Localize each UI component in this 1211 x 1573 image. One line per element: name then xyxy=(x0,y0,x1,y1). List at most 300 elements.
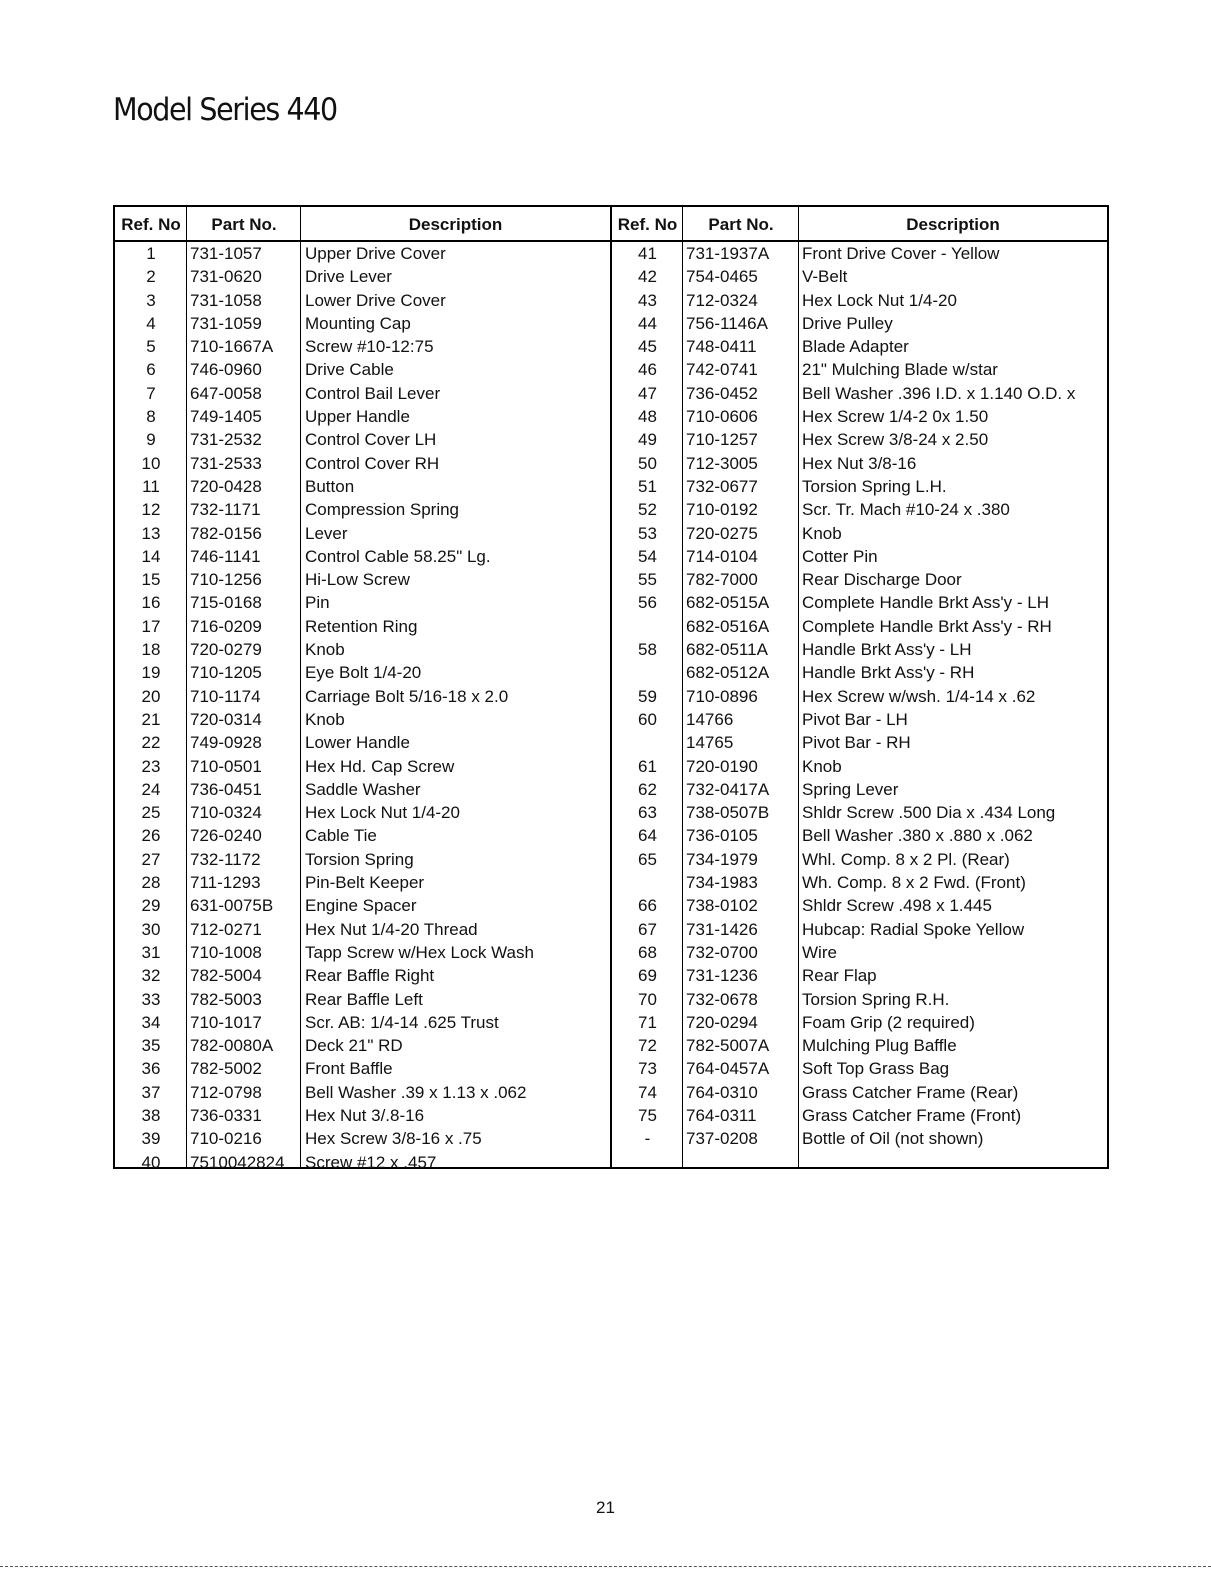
cell-part-no: 682-0512A xyxy=(686,663,770,683)
table-row xyxy=(115,1034,610,1057)
table-row xyxy=(612,894,1107,917)
table-row xyxy=(612,545,1107,568)
cell-part-no: 732-0678 xyxy=(686,989,758,1009)
cell-ref-no: 6 xyxy=(146,360,156,380)
bottom-rule xyxy=(0,1566,1211,1567)
cell-part-no: 732-0700 xyxy=(686,942,758,962)
cell-description: Hex Nut 3/.8-16 xyxy=(305,1105,425,1125)
table-row xyxy=(612,428,1107,451)
cell-part-no: 710-0192 xyxy=(686,500,758,520)
cell-part-no: 731-2532 xyxy=(190,430,262,450)
cell-description: Spring Lever xyxy=(802,779,899,799)
table-row xyxy=(115,289,610,312)
cell-description: Handle Brkt Ass'y - RH xyxy=(802,663,975,683)
parts-table xyxy=(113,205,1109,1172)
cell-ref-no: 18 xyxy=(141,640,161,660)
cell-ref-no: 44 xyxy=(638,313,657,333)
cell-part-no: 742-0741 xyxy=(686,360,758,380)
cell-ref-no: - xyxy=(644,1129,651,1149)
cell-description: Torsion Spring R.H. xyxy=(802,989,950,1009)
cell-part-no: 749-1405 xyxy=(190,407,262,427)
cell-ref-no: 19 xyxy=(141,663,161,683)
cell-description: Complete Handle Brkt Ass'y - RH xyxy=(802,616,1052,636)
cell-description: Control Bail Lever xyxy=(305,383,441,403)
table-row xyxy=(115,545,610,568)
cell-part-no: 710-1174 xyxy=(190,686,261,706)
cell-description: Pin-Belt Keeper xyxy=(305,873,425,893)
table-row xyxy=(612,335,1107,358)
table-row xyxy=(612,498,1107,521)
table-row xyxy=(612,731,1107,754)
cell-description: Pivot Bar - RH xyxy=(802,733,911,753)
cell-ref-no: 43 xyxy=(638,290,657,310)
cell-part-no: 710-1667A xyxy=(190,337,274,357)
table-row xyxy=(115,1057,610,1080)
cell-description: Wire xyxy=(802,942,837,962)
header-part-no: Part No. xyxy=(211,215,277,234)
cell-part-no: 720-0190 xyxy=(686,756,758,776)
page-number: 21 xyxy=(596,1498,615,1517)
cell-ref-no: 63 xyxy=(638,803,657,823)
cell-description: Knob xyxy=(305,640,345,660)
table-row xyxy=(612,708,1107,731)
cell-ref-no: 1 xyxy=(146,244,156,263)
cell-part-no: 720-0279 xyxy=(190,640,262,660)
cell-ref-no: 12 xyxy=(141,500,161,520)
cell-part-no: 764-0457A xyxy=(686,1059,770,1079)
cell-description: Drive Lever xyxy=(305,267,392,287)
table-row xyxy=(612,1034,1107,1057)
cell-description: Lever xyxy=(305,523,348,543)
cell-part-no: 764-0310 xyxy=(686,1082,758,1102)
cell-description: Rear Flap xyxy=(802,966,877,986)
cell-description: Compression Spring xyxy=(305,500,460,520)
cell-description: Control Cable 58.25" Lg. xyxy=(305,546,491,566)
cell-ref-no: 52 xyxy=(638,500,657,520)
cell-part-no: 710-1017 xyxy=(190,1012,262,1032)
cell-description: Cable Tie xyxy=(305,826,377,846)
table-row xyxy=(115,661,610,684)
cell-description: Hex Hd. Cap Screw xyxy=(305,756,455,776)
cell-part-no: 756-1146A xyxy=(686,313,768,333)
cell-description: Hi-Low Screw xyxy=(305,570,410,590)
cell-part-no: 736-0451 xyxy=(190,779,262,799)
cell-part-no: 720-0294 xyxy=(686,1012,758,1032)
cell-part-no: 720-0275 xyxy=(686,523,758,543)
cell-ref-no: 26 xyxy=(141,826,161,846)
table-row xyxy=(612,452,1107,475)
table-row xyxy=(612,941,1107,964)
cell-description: Hex Screw 3/8-16 x .75 xyxy=(305,1129,482,1149)
table-row xyxy=(115,428,610,451)
cell-description: Knob xyxy=(802,756,842,776)
cell-description: Engine Spacer xyxy=(305,896,417,916)
cell-ref-no: 47 xyxy=(638,383,657,403)
cell-part-no: 746-1141 xyxy=(190,546,261,566)
cell-part-no: 710-0896 xyxy=(686,686,758,706)
table-row xyxy=(115,848,610,871)
cell-ref-no: 59 xyxy=(638,686,657,706)
cell-description: Grass Catcher Frame (Front) xyxy=(802,1105,1022,1125)
cell-description: Whl. Comp. 8 x 2 Pl. (Rear) xyxy=(802,849,1010,869)
cell-part-no: 782-0080A xyxy=(190,1036,274,1056)
cell-ref-no: 73 xyxy=(638,1059,657,1079)
parts-table-left xyxy=(115,207,612,1172)
cell-description: Hex Nut 3/8-16 xyxy=(802,453,917,473)
cell-ref-no: 39 xyxy=(141,1129,161,1149)
cell-description: Hex Screw 3/8-24 x 2.50 xyxy=(802,430,989,450)
cell-ref-no: 36 xyxy=(141,1059,161,1079)
cell-part-no: 732-0677 xyxy=(686,476,758,496)
cell-ref-no: 40 xyxy=(141,1152,161,1172)
cell-ref-no: 15 xyxy=(141,570,161,590)
cell-part-no: 682-0511A xyxy=(686,640,768,660)
cell-part-no: 748-0411 xyxy=(686,337,757,357)
cell-description: 21" Mulching Blade w/star xyxy=(802,360,998,380)
table-row xyxy=(612,405,1107,428)
cell-ref-no: 46 xyxy=(638,360,657,380)
table-row xyxy=(612,265,1107,288)
table-row xyxy=(612,522,1107,545)
cell-description: Hubcap: Radial Spoke Yellow xyxy=(802,919,1025,939)
table-row xyxy=(115,638,610,661)
cell-part-no: 736-0331 xyxy=(190,1105,262,1125)
table-row xyxy=(612,1011,1107,1034)
cell-description: Foam Grip (2 required) xyxy=(802,1012,975,1032)
cell-part-no: 782-0156 xyxy=(190,523,262,543)
table-row xyxy=(115,522,610,545)
table-row xyxy=(612,1127,1107,1150)
table-row xyxy=(612,964,1107,987)
cell-ref-no: 38 xyxy=(141,1105,161,1125)
cell-ref-no: 32 xyxy=(141,966,161,986)
cell-ref-no: 68 xyxy=(638,942,657,962)
cell-description: Knob xyxy=(305,709,345,729)
cell-part-no: 737-0208 xyxy=(686,1129,758,1149)
cell-ref-no: 67 xyxy=(638,919,657,939)
cell-part-no: 736-0452 xyxy=(686,383,758,403)
cell-part-no: 782-5002 xyxy=(190,1059,262,1079)
cell-ref-no: 37 xyxy=(141,1082,161,1102)
table-row xyxy=(115,382,610,405)
page-title: Model Series 440 xyxy=(113,92,337,128)
table-row xyxy=(115,1011,610,1034)
cell-description: Drive Cable xyxy=(305,360,394,380)
table-row xyxy=(612,871,1107,894)
cell-ref-no: 25 xyxy=(141,803,161,823)
table-row xyxy=(612,591,1107,614)
cell-description: Mounting Cap xyxy=(305,313,411,333)
cell-ref-no: 13 xyxy=(141,523,161,543)
header-ref-no: Ref. No xyxy=(617,215,678,234)
cell-ref-no: 61 xyxy=(638,756,657,776)
cell-ref-no: 55 xyxy=(638,570,657,590)
cell-description: Rear Baffle Right xyxy=(305,966,435,986)
cell-part-no: 782-7000 xyxy=(686,570,758,590)
table-row xyxy=(612,615,1107,638)
table-row xyxy=(115,615,610,638)
cell-part-no: 731-1426 xyxy=(686,919,758,939)
cell-ref-no: 30 xyxy=(141,919,161,939)
cell-part-no: 720-0428 xyxy=(190,476,262,496)
cell-part-no: 710-1257 xyxy=(686,430,758,450)
cell-ref-no: 51 xyxy=(638,476,657,496)
table-row xyxy=(115,778,610,801)
table-row xyxy=(612,988,1107,1011)
cell-ref-no: 35 xyxy=(141,1036,161,1056)
table-row xyxy=(115,475,610,498)
table-row xyxy=(115,312,610,335)
table-row xyxy=(612,755,1107,778)
table-row xyxy=(115,801,610,824)
cell-ref-no: 54 xyxy=(638,546,657,566)
cell-ref-no: 16 xyxy=(141,593,161,613)
cell-ref-no: 7 xyxy=(146,383,156,403)
table-row xyxy=(115,358,610,381)
cell-description: Hex Lock Nut 1/4-20 xyxy=(305,803,460,823)
table-row xyxy=(115,405,610,428)
cell-ref-no: 65 xyxy=(638,849,657,869)
cell-part-no: 710-1205 xyxy=(190,663,262,683)
cell-part-no: 720-0314 xyxy=(190,709,262,729)
cell-ref-no: 29 xyxy=(141,896,161,916)
cell-description: Torsion Spring xyxy=(305,849,414,869)
cell-part-no: 732-1172 xyxy=(190,849,261,869)
cell-description: Control Cover RH xyxy=(305,453,440,473)
cell-ref-no: 69 xyxy=(638,966,657,986)
table-row xyxy=(115,1104,610,1127)
cell-ref-no: 48 xyxy=(638,407,657,427)
header-part-no: Part No. xyxy=(708,215,774,234)
parts-table-right xyxy=(612,207,1107,1167)
cell-part-no: 746-0960 xyxy=(190,360,262,380)
table-row xyxy=(612,312,1107,335)
cell-ref-no: 56 xyxy=(638,593,657,613)
cell-part-no: 647-0058 xyxy=(190,383,262,403)
cell-part-no: 715-0168 xyxy=(190,593,262,613)
cell-description: Torsion Spring L.H. xyxy=(802,476,947,496)
cell-description: Bell Washer .39 x 1.13 x .062 xyxy=(305,1082,527,1102)
cell-part-no: 731-1057 xyxy=(190,244,262,263)
cell-description: Cotter Pin xyxy=(802,546,878,566)
cell-ref-no: 9 xyxy=(146,430,156,450)
cell-part-no: 710-0501 xyxy=(190,756,262,776)
cell-ref-no: 33 xyxy=(141,989,161,1009)
cell-ref-no: 62 xyxy=(638,779,657,799)
cell-part-no: 754-0465 xyxy=(686,267,758,287)
cell-description: Hex Screw 1/4-2 0x 1.50 xyxy=(802,407,989,427)
cell-description: V-Belt xyxy=(802,267,848,287)
cell-ref-no: 70 xyxy=(638,989,657,1009)
cell-part-no: 731-1937A xyxy=(686,244,770,263)
cell-description: Deck 21" RD xyxy=(305,1036,403,1056)
cell-part-no: 710-1256 xyxy=(190,570,262,590)
table-row xyxy=(612,242,1107,265)
table-row xyxy=(612,801,1107,824)
cell-ref-no: 23 xyxy=(141,756,161,776)
cell-description: Button xyxy=(305,476,355,496)
cell-description: Carriage Bolt 5/16-18 x 2.0 xyxy=(305,686,509,706)
table-row xyxy=(612,1081,1107,1104)
cell-description: Rear Baffle Left xyxy=(305,989,423,1009)
cell-part-no: 710-0324 xyxy=(190,803,262,823)
cell-description: Bottle of Oil (not shown) xyxy=(802,1129,984,1149)
cell-part-no: 712-3005 xyxy=(686,453,758,473)
cell-description: Tapp Screw w/Hex Lock Wash xyxy=(305,942,534,962)
header-description: Description xyxy=(408,215,503,234)
table-row xyxy=(115,452,610,475)
table-row xyxy=(115,242,610,265)
table-row xyxy=(115,755,610,778)
cell-description: Front Drive Cover - Yellow xyxy=(802,244,1000,263)
table-row xyxy=(115,824,610,847)
cell-part-no: 738-0102 xyxy=(686,896,758,916)
cell-description: Saddle Washer xyxy=(305,779,421,799)
table-row xyxy=(115,568,610,591)
cell-description: Bell Washer .380 x .880 x .062 xyxy=(802,826,1033,846)
cell-part-no: 764-0311 xyxy=(686,1105,757,1125)
cell-description: Soft Top Grass Bag xyxy=(802,1059,950,1079)
cell-description: Bell Washer .396 I.D. x 1.140 O.D. x xyxy=(802,383,1076,403)
cell-part-no: 710-0606 xyxy=(686,407,758,427)
cell-ref-no: 24 xyxy=(141,779,161,799)
cell-part-no: 631-0075B xyxy=(190,896,274,916)
table-row xyxy=(115,1127,610,1150)
cell-description: Complete Handle Brkt Ass'y - LH xyxy=(802,593,1050,613)
table-row xyxy=(612,568,1107,591)
cell-part-no: 712-0271 xyxy=(190,919,262,939)
table-row xyxy=(115,894,610,917)
cell-description: Scr. AB: 1/4-14 .625 Trust xyxy=(305,1012,499,1032)
cell-description: Scr. Tr. Mach #10-24 x .380 xyxy=(802,500,1010,520)
table-row xyxy=(612,1104,1107,1127)
cell-part-no: 731-1059 xyxy=(190,313,262,333)
cell-description: Blade Adapter xyxy=(802,337,909,357)
cell-description: Retention Ring xyxy=(305,616,418,636)
cell-ref-no: 66 xyxy=(638,896,657,916)
table-row xyxy=(115,265,610,288)
table-row xyxy=(115,988,610,1011)
cell-ref-no: 27 xyxy=(141,849,161,869)
table-header-right xyxy=(612,207,1107,242)
cell-part-no: 14766 xyxy=(686,709,734,729)
cell-ref-no: 74 xyxy=(638,1082,657,1102)
cell-description: Screw #12 x .457 xyxy=(305,1152,437,1172)
cell-description: Shldr Screw .500 Dia x .434 Long xyxy=(802,803,1056,823)
table-row xyxy=(612,848,1107,871)
cell-part-no: 731-2533 xyxy=(190,453,262,473)
cell-ref-no: 17 xyxy=(141,616,161,636)
cell-part-no: 14765 xyxy=(686,733,734,753)
table-row xyxy=(612,685,1107,708)
cell-description: Shldr Screw .498 x 1.445 xyxy=(802,896,992,916)
cell-part-no: 716-0209 xyxy=(190,616,262,636)
table-row xyxy=(612,382,1107,405)
cell-description: Front Baffle xyxy=(305,1059,393,1079)
table-row xyxy=(115,871,610,894)
table-row xyxy=(115,1151,610,1174)
rows-right xyxy=(612,242,1107,1151)
cell-ref-no: 3 xyxy=(146,290,156,310)
cell-description: Mulching Plug Baffle xyxy=(802,1036,957,1056)
cell-description: Lower Handle xyxy=(305,733,410,753)
cell-part-no: 682-0515A xyxy=(686,593,770,613)
table-row xyxy=(115,731,610,754)
table-row xyxy=(612,475,1107,498)
cell-ref-no: 50 xyxy=(638,453,657,473)
cell-description: Grass Catcher Frame (Rear) xyxy=(802,1082,1019,1102)
header-ref-no: Ref. No xyxy=(121,215,181,234)
cell-part-no: 731-1236 xyxy=(686,966,758,986)
cell-description: Eye Bolt 1/4-20 xyxy=(305,663,422,683)
cell-part-no: 782-5003 xyxy=(190,989,262,1009)
table-row xyxy=(612,661,1107,684)
table-row xyxy=(115,941,610,964)
cell-description: Screw #10-12:75 xyxy=(305,337,434,357)
cell-ref-no: 49 xyxy=(638,430,657,450)
cell-ref-no: 71 xyxy=(638,1012,657,1032)
cell-ref-no: 21 xyxy=(141,709,161,729)
cell-ref-no: 41 xyxy=(638,244,657,263)
cell-ref-no: 60 xyxy=(638,709,657,729)
table-row xyxy=(612,289,1107,312)
cell-ref-no: 11 xyxy=(142,476,160,496)
cell-ref-no: 10 xyxy=(141,453,161,473)
cell-part-no: 734-1979 xyxy=(686,849,758,869)
cell-part-no: 731-1058 xyxy=(190,290,262,310)
table-row xyxy=(115,591,610,614)
cell-ref-no: 53 xyxy=(638,523,657,543)
cell-ref-no: 14 xyxy=(141,546,161,566)
cell-part-no: 712-0798 xyxy=(190,1082,262,1102)
cell-part-no: 734-1983 xyxy=(686,873,758,893)
cell-part-no: 782-5007A xyxy=(686,1036,770,1056)
table-row xyxy=(612,358,1107,381)
cell-ref-no: 34 xyxy=(141,1012,161,1032)
cell-ref-no: 45 xyxy=(638,337,657,357)
cell-ref-no: 72 xyxy=(638,1036,657,1056)
cell-part-no: 749-0928 xyxy=(190,733,262,753)
cell-description: Upper Drive Cover xyxy=(305,244,446,263)
cell-ref-no: 28 xyxy=(141,873,161,893)
cell-description: Handle Brkt Ass'y - LH xyxy=(802,640,972,660)
cell-description: Pivot Bar - LH xyxy=(802,709,908,729)
cell-description: Hex Nut 1/4-20 Thread xyxy=(305,919,478,939)
table-row xyxy=(612,638,1107,661)
table-row xyxy=(115,918,610,941)
cell-ref-no: 22 xyxy=(141,733,161,753)
table-row xyxy=(612,1057,1107,1080)
cell-description: Hex Lock Nut 1/4-20 xyxy=(802,290,957,310)
cell-part-no: 682-0516A xyxy=(686,616,770,636)
cell-ref-no: 2 xyxy=(146,267,156,287)
cell-part-no: 726-0240 xyxy=(190,826,262,846)
table-row xyxy=(612,824,1107,847)
cell-ref-no: 31 xyxy=(141,942,161,962)
cell-ref-no: 42 xyxy=(638,267,657,287)
cell-part-no: 710-0216 xyxy=(190,1129,262,1149)
cell-ref-no: 20 xyxy=(141,686,161,706)
cell-part-no: 711-1293 xyxy=(190,873,261,893)
cell-part-no: 714-0104 xyxy=(686,546,758,566)
cell-part-no: 731-0620 xyxy=(190,267,262,287)
cell-part-no: 736-0105 xyxy=(686,826,758,846)
table-row xyxy=(115,708,610,731)
table-row xyxy=(115,335,610,358)
cell-ref-no: 8 xyxy=(146,407,156,427)
cell-description: Knob xyxy=(802,523,842,543)
cell-ref-no: 58 xyxy=(638,640,657,660)
